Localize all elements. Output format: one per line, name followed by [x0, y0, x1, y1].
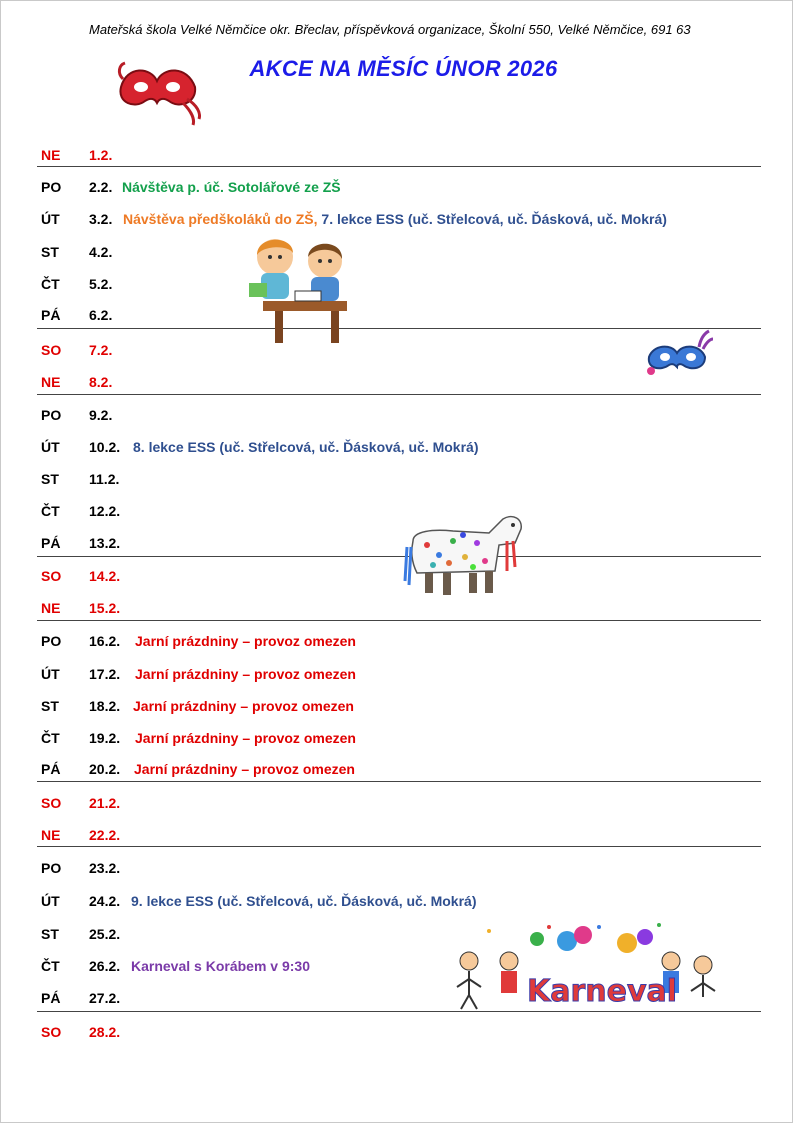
week-divider: [37, 781, 761, 782]
calendar-row: [41, 857, 761, 879]
calendar-row: [41, 241, 761, 263]
row-day: PÁ: [41, 990, 61, 1006]
row-date: 26.2.: [89, 958, 121, 974]
calendar-row: [41, 436, 761, 458]
row-date: 4.2.: [89, 244, 113, 260]
row-date: 28.2.: [89, 1024, 121, 1040]
row-day: ÚT: [41, 893, 60, 909]
row-day: PO: [41, 633, 62, 649]
row-day: PÁ: [41, 535, 61, 551]
page-title: AKCE NA MĚSÍC ÚNOR 2026: [249, 56, 558, 81]
row-event-text: Návštěva p. úč. Sotolářové ze ZŠ: [122, 179, 341, 195]
calendar-row: [41, 304, 761, 326]
row-event-text: Karneval s Korábem v 9:30: [131, 958, 310, 974]
week-divider: [37, 394, 761, 395]
calendar-row: [41, 824, 761, 846]
row-date: 2.2.: [89, 179, 113, 195]
row-event: [135, 663, 356, 685]
row-day: ST: [41, 926, 59, 942]
row-event: [135, 630, 356, 652]
row-date: 12.2.: [89, 503, 121, 519]
row-day: ČT: [41, 503, 60, 519]
row-date: 5.2.: [89, 276, 113, 292]
row-date: 21.2.: [89, 795, 121, 811]
row-date: 16.2.: [89, 633, 121, 649]
row-day: ČT: [41, 276, 60, 292]
calendar-row: [41, 630, 761, 652]
row-day: NE: [41, 600, 61, 616]
row-date: 23.2.: [89, 860, 121, 876]
row-date: 24.2.: [89, 893, 121, 909]
row-day: SO: [41, 568, 62, 584]
row-day: ST: [41, 698, 59, 714]
row-event: [123, 208, 667, 230]
row-event-text: Jarní prázdniny – provoz omezen: [135, 633, 356, 649]
row-date: 13.2.: [89, 535, 121, 551]
row-event-text: Jarní prázdniny – provoz omezen: [135, 666, 356, 682]
row-day: PÁ: [41, 307, 61, 323]
row-day: PO: [41, 860, 62, 876]
row-date: 20.2.: [89, 761, 121, 777]
calendar-row: [41, 695, 761, 717]
calendar-row: [41, 532, 761, 554]
calendar-row: [41, 1021, 761, 1043]
row-date: 27.2.: [89, 990, 121, 1006]
row-event-text: 9. lekce ESS (uč. Střelcová, uč. Ďásková, uč. Mokrá): [131, 893, 477, 909]
calendar-row: [41, 404, 761, 426]
calendar-row: [41, 565, 761, 587]
row-date: 18.2.: [89, 698, 121, 714]
row-date: 15.2.: [89, 600, 121, 616]
row-day: SO: [41, 342, 62, 358]
row-day: NE: [41, 147, 61, 163]
row-day: ST: [41, 471, 59, 487]
calendar-row: [41, 468, 761, 490]
row-event: [122, 176, 341, 198]
row-date: 25.2.: [89, 926, 121, 942]
row-date: 9.2.: [89, 407, 113, 423]
calendar-row: [41, 273, 761, 295]
calendar-row: [41, 663, 761, 685]
row-event: [133, 695, 354, 717]
row-day: SO: [41, 1024, 62, 1040]
row-day: PO: [41, 407, 62, 423]
row-day: PO: [41, 179, 62, 195]
row-date: 22.2.: [89, 827, 121, 843]
blue-mask-icon: [643, 327, 713, 381]
row-date: 10.2.: [89, 439, 121, 455]
row-event: [134, 758, 355, 780]
row-date: 6.2.: [89, 307, 113, 323]
children-reading-illustration: [245, 231, 357, 346]
calendar-row: [41, 176, 761, 198]
calendar-row: [41, 727, 761, 749]
school-header: Mateřská škola Velké Němčice okr. Břeclav, příspěvková organizace, Školní 550, Velké Němčice, 691 63: [89, 22, 691, 37]
calendar-row: [41, 500, 761, 522]
row-date: 8.2.: [89, 374, 113, 390]
row-event: [131, 955, 310, 977]
calendar-row: [41, 208, 761, 230]
row-date: 7.2.: [89, 342, 113, 358]
row-day: ÚT: [41, 439, 60, 455]
karneval-illustration: [449, 921, 719, 1013]
calendar-row: [41, 792, 761, 814]
carnival-horse-illustration: [403, 511, 527, 601]
row-event-text: 8. lekce ESS (uč. Střelcová, uč. Ďásková, uč. Mokrá): [133, 439, 479, 455]
row-date: 11.2.: [89, 471, 120, 487]
calendar-row: [41, 758, 761, 780]
row-day: PÁ: [41, 761, 61, 777]
row-day: ČT: [41, 958, 60, 974]
row-day: ČT: [41, 730, 60, 746]
row-day: ST: [41, 244, 59, 260]
week-divider: [37, 556, 761, 557]
row-day: NE: [41, 827, 61, 843]
row-event-text: Návštěva předškoláků do ZŠ,: [123, 211, 318, 227]
row-date: 1.2.: [89, 147, 113, 163]
week-divider: [37, 620, 761, 621]
row-day: NE: [41, 374, 61, 390]
row-event: [133, 436, 479, 458]
row-date: 19.2.: [89, 730, 121, 746]
row-event-extra: 7. lekce ESS (uč. Střelcová, uč. Ďásková, uč. Mokrá): [317, 211, 667, 227]
row-event: [135, 727, 356, 749]
calendar-row: [41, 597, 761, 619]
row-day: ÚT: [41, 666, 60, 682]
karneval-word: Karneval: [527, 974, 678, 1009]
row-event: [131, 890, 477, 912]
row-day: SO: [41, 795, 62, 811]
row-event-text: Jarní prázdniny – provoz omezen: [135, 730, 356, 746]
row-date: 14.2.: [89, 568, 121, 584]
week-divider: [37, 166, 761, 167]
row-day: ÚT: [41, 211, 60, 227]
row-date: 17.2.: [89, 666, 121, 682]
row-date: 3.2.: [89, 211, 113, 227]
calendar-row: [41, 890, 761, 912]
row-event-text: Jarní prázdniny – provoz omezen: [133, 698, 354, 714]
row-event-text: Jarní prázdniny – provoz omezen: [134, 761, 355, 777]
calendar-row: [41, 144, 761, 166]
week-divider: [37, 846, 761, 847]
